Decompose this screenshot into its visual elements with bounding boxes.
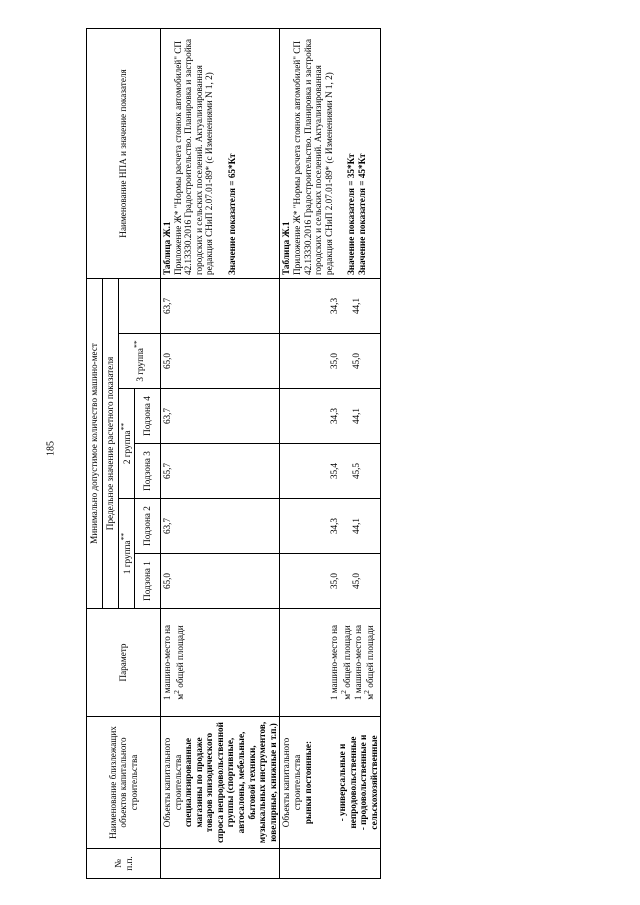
npa-title: Таблица Ж.1 bbox=[281, 221, 292, 275]
value-group1-subzone2: 63,7 bbox=[161, 499, 280, 554]
object-name-bold: специализированные магазины по продаже товаров эпизодического спроса непродовольственной группы (спортивные, автосалоны, мебельные, бытовой техники, музыкальных инструментов, ювелирные, книжные и т.п.) bbox=[183, 721, 278, 844]
header-group-3-spacer bbox=[119, 278, 161, 333]
value-group2-subzone3: 35,4 45,5 bbox=[280, 444, 381, 499]
header-limit-value: Предельное значение расчетного показателя bbox=[103, 278, 119, 608]
header-group-2: 2 группа** bbox=[119, 389, 135, 499]
object-name-bold: рынки постоянные: bbox=[302, 740, 313, 825]
subitem-name: - продовольственные и сельскохозяйственные bbox=[358, 734, 379, 831]
rotated-table-container bbox=[86, 29, 379, 879]
object-name-plain: Объекты капитального строительства bbox=[281, 737, 302, 828]
header-subzone-3: Подзона 3 bbox=[135, 444, 161, 499]
header-group-1: 1 группа** bbox=[119, 499, 135, 609]
npa-cell bbox=[161, 28, 280, 278]
value-group2-subzone4: 63,7 bbox=[161, 389, 280, 444]
header-subzone-4: Подзона 4 bbox=[135, 389, 161, 444]
table-row bbox=[280, 28, 381, 878]
parameter-cell: 1 машино-место на $м^2$ общей площади bbox=[161, 609, 280, 717]
page-number: 185 bbox=[45, 441, 57, 456]
header-min-parking: Минимально допустимое количество машино-мест bbox=[87, 278, 103, 608]
npa-value: Значение показателя = 65*Кт bbox=[226, 153, 237, 275]
npa-text: Приложение Ж* "Нормы расчета стоянок автомобилей" СП 42.13330.2016 Градостроительство. Планировка и застройка городских и сельских поселений. Актуализированная редакция СНиП 2.07.01-89* (с Изменениями N 1, 2) bbox=[291, 38, 334, 275]
parameter-cell: 1 машино-место на $м^2$ общей площади 1 машино-место на $м^2$ общей площади bbox=[280, 609, 381, 717]
value-group3: 63,7 bbox=[161, 278, 280, 333]
npa-value: Значение показателя = 35*Кт bbox=[346, 153, 357, 275]
header-subzone-1: Подзона 1 bbox=[135, 554, 161, 609]
object-name-cell bbox=[280, 717, 381, 849]
value-group1-subzone2: 34,3 44,1 bbox=[280, 499, 381, 554]
value-group3: 34,3 44,1 bbox=[280, 278, 381, 333]
object-name-plain: Объекты капитального строительства bbox=[162, 737, 183, 828]
npa-cell bbox=[280, 28, 381, 278]
npa-title: Таблица Ж.1 bbox=[162, 221, 172, 275]
object-name-cell bbox=[161, 717, 280, 849]
header-object-name: Наименование близлежащих объектов капитального строительства bbox=[87, 717, 161, 849]
table-row bbox=[161, 28, 280, 878]
value-group1-subzone1: 65,0 bbox=[161, 554, 280, 609]
header-npa: Наименование НПА и значение показателя bbox=[87, 28, 161, 278]
subitem-name: - универсальные и непродовольственные bbox=[337, 736, 358, 829]
value-group2-subzone4: 34,3 44,1 bbox=[280, 389, 381, 444]
value-subzone5: 35,0 45,0 bbox=[280, 334, 381, 389]
value-group1-subzone1: 35,0 45,0 bbox=[280, 554, 381, 609]
header-subzone-2: Подзона 2 bbox=[135, 499, 161, 554]
row-number bbox=[161, 849, 280, 879]
value-group2-subzone3: 65,7 bbox=[161, 444, 280, 499]
npa-text: Приложение Ж* "Нормы расчета стоянок автомобилей" СП 42.13330.2016 Градостроительство. Планировка и застройка городских и сельских поселений. Актуализированная редакция СНиП 2.07.01-89* (с Изменениями N 1, 2) bbox=[172, 38, 215, 275]
value-subzone5: 65,0 bbox=[161, 334, 280, 389]
header-number: № п.п. bbox=[87, 849, 161, 879]
npa-value: Значение показателя = 45*Кт bbox=[356, 153, 367, 275]
parking-norms-table bbox=[86, 28, 381, 879]
row-number bbox=[280, 849, 381, 879]
header-parameter: Параметр bbox=[87, 609, 161, 717]
header-group-3: 3 группа** bbox=[119, 334, 161, 389]
